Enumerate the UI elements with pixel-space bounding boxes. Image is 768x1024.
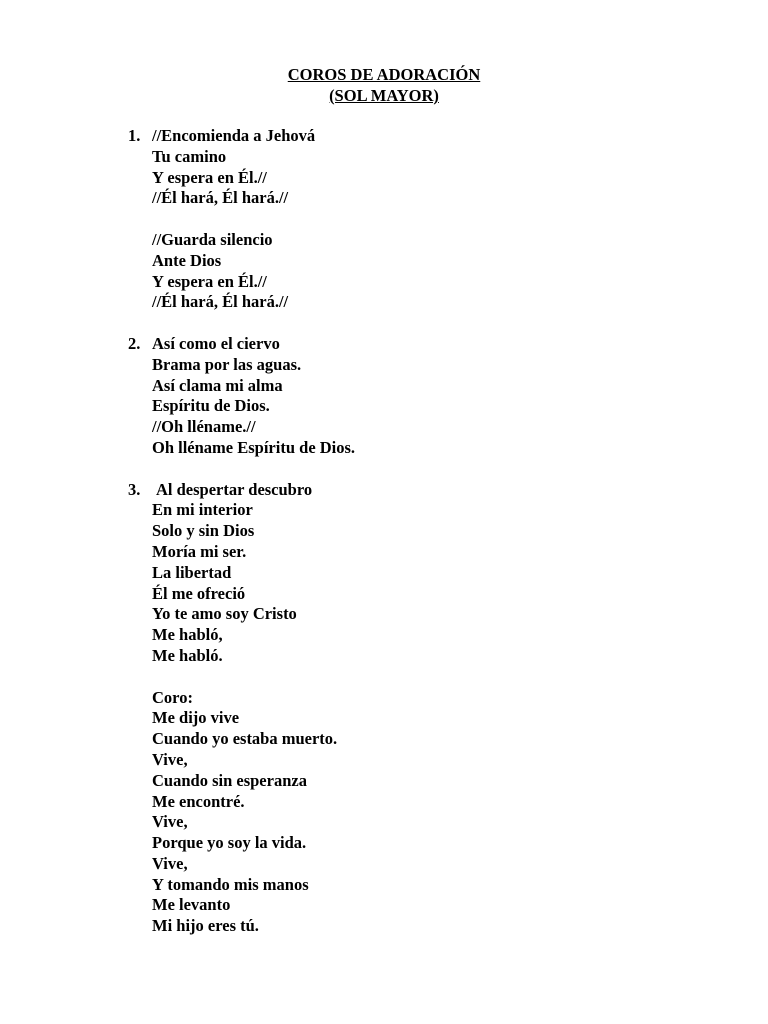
- lyric-line: Me levanto: [152, 895, 231, 915]
- song-3: [0, 480, 768, 938]
- lyric-line: Porque yo soy la vida.: [152, 833, 307, 853]
- lyric-line: //Encomienda a Jehová: [152, 126, 316, 145]
- song-line: [0, 521, 768, 542]
- chorus-label-line: [0, 688, 768, 709]
- lyric-line: Él me ofreció: [152, 583, 246, 603]
- lyric-line: Vive,: [152, 812, 188, 832]
- song-line: [0, 916, 768, 937]
- song-number: 1.: [128, 126, 141, 145]
- lyric-line: Brama por las aguas.: [152, 354, 302, 374]
- song-line: [0, 854, 768, 875]
- lyric-line: Vive,: [152, 853, 188, 873]
- lyric-line: Tu camino: [152, 146, 227, 166]
- song-line: [0, 584, 768, 605]
- song-line: [0, 729, 768, 750]
- lyric-line: Me encontré.: [152, 791, 245, 811]
- stanza-gap: [0, 667, 768, 688]
- song-line: [0, 771, 768, 792]
- song-line: [0, 563, 768, 584]
- title-main: COROS DE ADORACIÓN: [287, 65, 481, 84]
- song-gap: [0, 313, 768, 334]
- lyric-line: Y espera en Él.//: [152, 271, 267, 291]
- lyric-line: Me habló,: [152, 625, 223, 645]
- lyric-line: //Él hará, Él hará.//: [152, 188, 289, 208]
- lyric-line: En mi interior: [152, 500, 253, 520]
- lyric-line: Así clama mi alma: [152, 375, 283, 395]
- song-line: [0, 646, 768, 667]
- song-line: [0, 396, 768, 417]
- song-line: [0, 625, 768, 646]
- song-line: [0, 750, 768, 771]
- document-title: [0, 64, 768, 106]
- lyric-line: Mi hijo eres tú.: [152, 916, 259, 936]
- song-line: [0, 292, 768, 313]
- song-line: [0, 272, 768, 293]
- song-line: [0, 251, 768, 272]
- song-line: [0, 875, 768, 896]
- title-subtitle: (SOL MAYOR): [329, 86, 439, 105]
- song-line: [0, 417, 768, 438]
- song-line: [0, 480, 768, 501]
- song-gap: [0, 459, 768, 480]
- song-line: [0, 230, 768, 251]
- song-line: [0, 895, 768, 916]
- lyric-line: //Oh lléname.//: [152, 417, 256, 437]
- lyric-line: Ante Dios: [152, 250, 222, 270]
- song-line: [0, 438, 768, 459]
- lyric-line: La libertad: [152, 562, 232, 582]
- song-line: [0, 708, 768, 729]
- song-number: 2.: [128, 333, 141, 353]
- song-number: 3.: [128, 479, 141, 499]
- lyric-line: Oh lléname Espíritu de Dios.: [152, 437, 356, 457]
- song-line: [0, 126, 768, 147]
- song-line: [0, 604, 768, 625]
- lyric-line: Cuando sin esperanza: [152, 770, 307, 790]
- song-line: [0, 792, 768, 813]
- chorus-label: Coro:: [152, 687, 193, 707]
- lyric-line: Cuando yo estaba muerto.: [152, 729, 338, 749]
- song-line: [0, 376, 768, 397]
- song-2: [0, 334, 768, 459]
- song-line: [0, 812, 768, 833]
- lyric-line: Moría mi ser.: [152, 541, 247, 561]
- stanza-gap: [0, 209, 768, 230]
- song-line: [0, 833, 768, 854]
- song-list: [0, 126, 768, 937]
- song-line: [0, 500, 768, 521]
- lyric-line: Y tomando mis manos: [152, 874, 309, 894]
- song-line: [0, 542, 768, 563]
- lyric-line: Espíritu de Dios.: [152, 396, 270, 416]
- song-line: [0, 334, 768, 355]
- lyric-line: //Guarda silencio: [152, 229, 273, 249]
- lyric-line: Al despertar descubro: [156, 479, 313, 499]
- lyric-line: Solo y sin Dios: [152, 521, 255, 541]
- song-line: [0, 147, 768, 168]
- lyric-line: Yo te amo soy Cristo: [152, 604, 297, 624]
- lyric-line: Así como el ciervo: [152, 333, 280, 353]
- lyric-line: Vive,: [152, 749, 188, 769]
- lyric-line: Y espera en Él.//: [152, 167, 267, 187]
- song-line: [0, 355, 768, 376]
- lyric-line: Me habló.: [152, 645, 223, 665]
- song-line: [0, 188, 768, 209]
- song-1: [0, 126, 768, 313]
- lyric-line: //Él hará, Él hará.//: [152, 292, 289, 312]
- lyric-line: Me dijo vive: [152, 708, 240, 728]
- song-line: [0, 168, 768, 189]
